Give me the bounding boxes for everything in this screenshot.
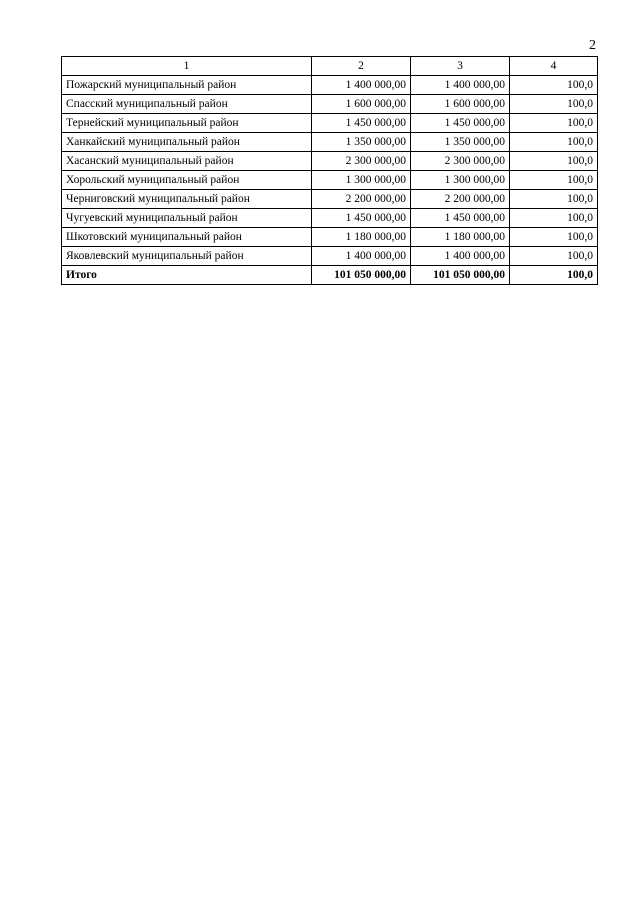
total-row [62, 266, 598, 285]
table-row [62, 171, 598, 190]
district-name-cell: Яковлевский муниципальный район [62, 247, 312, 266]
amount-col3-cell: 1 600 000,00 [411, 95, 510, 114]
district-name-cell: Пожарский муниципальный район [62, 76, 312, 95]
amount-col3-cell: 1 400 000,00 [411, 247, 510, 266]
total-col2-cell: 101 050 000,00 [312, 266, 411, 285]
table-row [62, 228, 598, 247]
district-name-cell: Чугуевский муниципальный район [62, 209, 312, 228]
amount-col2-cell: 2 200 000,00 [312, 190, 411, 209]
amount-col2-cell: 1 350 000,00 [312, 133, 411, 152]
page-number: 2 [589, 38, 596, 53]
table-row [62, 95, 598, 114]
district-name-cell: Ханкайский муниципальный район [62, 133, 312, 152]
amount-col2-cell: 2 300 000,00 [312, 152, 411, 171]
percent-cell: 100,0 [510, 95, 598, 114]
district-name-cell: Хорольский муниципальный район [62, 171, 312, 190]
percent-cell: 100,0 [510, 190, 598, 209]
amount-col2-cell: 1 300 000,00 [312, 171, 411, 190]
total-col3-cell: 101 050 000,00 [411, 266, 510, 285]
column-header-3: 3 [411, 57, 510, 76]
amount-col2-cell: 1 400 000,00 [312, 76, 411, 95]
amount-col3-cell: 2 300 000,00 [411, 152, 510, 171]
percent-cell: 100,0 [510, 114, 598, 133]
column-header-4: 4 [510, 57, 598, 76]
amount-col2-cell: 1 450 000,00 [312, 114, 411, 133]
column-number-header-row [62, 57, 598, 76]
table-row [62, 209, 598, 228]
amount-col3-cell: 2 200 000,00 [411, 190, 510, 209]
percent-cell: 100,0 [510, 209, 598, 228]
column-header-1: 1 [62, 57, 312, 76]
column-header-2: 2 [312, 57, 411, 76]
percent-cell: 100,0 [510, 133, 598, 152]
percent-cell: 100,0 [510, 152, 598, 171]
amount-col3-cell: 1 400 000,00 [411, 76, 510, 95]
amount-col2-cell: 1 180 000,00 [312, 228, 411, 247]
amount-col3-cell: 1 300 000,00 [411, 171, 510, 190]
total-label-cell: Итого [62, 266, 312, 285]
total-percent-cell: 100,0 [510, 266, 598, 285]
amount-col2-cell: 1 600 000,00 [312, 95, 411, 114]
district-name-cell: Хасанский муниципальный район [62, 152, 312, 171]
table-row [62, 152, 598, 171]
table-row [62, 190, 598, 209]
percent-cell: 100,0 [510, 228, 598, 247]
table-row [62, 247, 598, 266]
table-row [62, 114, 598, 133]
amount-col3-cell: 1 450 000,00 [411, 209, 510, 228]
district-name-cell: Тернейский муниципальный район [62, 114, 312, 133]
percent-cell: 100,0 [510, 247, 598, 266]
table-row [62, 133, 598, 152]
percent-cell: 100,0 [510, 76, 598, 95]
district-name-cell: Шкотовский муниципальный район [62, 228, 312, 247]
amount-col2-cell: 1 400 000,00 [312, 247, 411, 266]
table-row [62, 76, 598, 95]
amount-col2-cell: 1 450 000,00 [312, 209, 411, 228]
allocation-table [61, 56, 598, 285]
amount-col3-cell: 1 450 000,00 [411, 114, 510, 133]
percent-cell: 100,0 [510, 171, 598, 190]
amount-col3-cell: 1 350 000,00 [411, 133, 510, 152]
district-name-cell: Черниговский муниципальный район [62, 190, 312, 209]
amount-col3-cell: 1 180 000,00 [411, 228, 510, 247]
district-name-cell: Спасский муниципальный район [62, 95, 312, 114]
